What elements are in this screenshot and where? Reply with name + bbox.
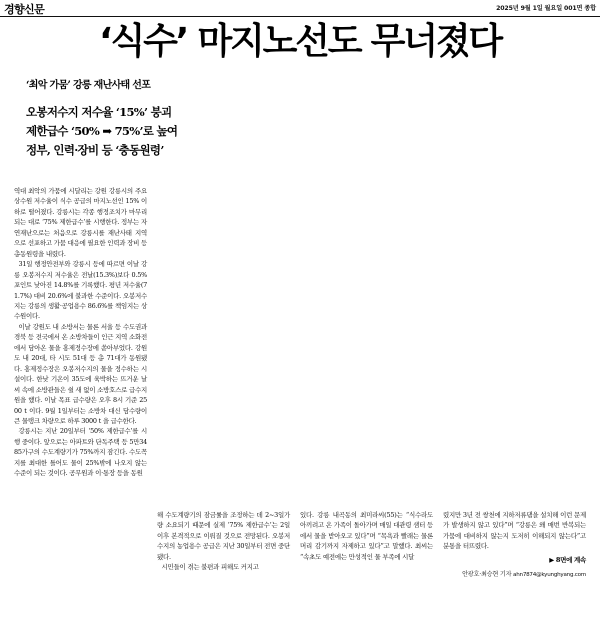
deck-line-1: 오봉저수지 저수율 ‘15%’ 붕괴: [26, 105, 172, 120]
deck-line-2: 제한급수 ‘50% ➡ 75%’로 높여: [26, 123, 178, 138]
masthead-divider: [0, 16, 600, 17]
paragraph: 있다. 강릉 내곡동의 최미라씨(55)는 “식수라도 아끼려고 온 가족이 돌아가며 매일 대관령 샘터 등에서 물을 받아오고 있다”며 “목욕과 빨래는 물론 머리 감기까지 자제하고 있다”고 말했다. 최씨는 “속초도 예전에는 만성적인 물 부족에 시달: [300, 511, 433, 561]
byline: [443, 569, 586, 578]
byline-email[interactable]: ahn7874@kyunghyang.com: [513, 571, 586, 578]
article-column-2: [157, 510, 290, 573]
page-title: ‘식수’ 마지노선도 무너졌다: [99, 21, 501, 62]
continued-on-note[interactable]: ▶ 8면에 계속: [549, 555, 586, 564]
article-body: [0, 186, 600, 617]
paragraph: 이날 강원도 내 소방서는 물론 서울 등 수도권과 경북 등 전국에서 온 소방차들이 인근 지역 소화전에서 담아온 물을 홍제정수장에 쏟아부었다. 강원도 내 20대, 타 시도 51대 등 총 71대가 동원됐다. 홍제정수장은 오봉저수지의 물을 정수하는 시설이다. 한낮 기온이 35도에 육박하는 뜨거운 날씨 속에 소방관들은 쉴 새 없이 소방호스로 급수지원을 했다. 이날 목표 급수량은 오후 8시 기준 2500 t 이다. 9월 1일부터는 소방차 대신 담수량이 큰 물탱크 차량으로 하루 3000 t 을 급수한다.: [14, 322, 147, 425]
paragraph: 시민들이 겪는 불편과 피해도 커지고: [161, 563, 259, 572]
headline-container: [0, 22, 600, 62]
article-column-3: [300, 510, 433, 562]
paragraph: 해 수도계량기의 잠금률을 조정하는 데 2~3일가량 소요되기 때문에 실제 ‘75% 제한급수’는 2일 이후 본격적으로 이뤄질 것으로 전망된다. 오봉저수지의 농업용수 공급은 지난 30일부터 전면 중단됐다.: [157, 511, 290, 561]
article-deck: [26, 103, 600, 159]
issue-date-line: 2025년 9월 1일 월요일 001면 종합: [496, 5, 596, 12]
paragraph: 역대 최악의 가뭄에 시달리는 강원 강릉시의 주요 상수원 저수율이 식수 공급의 마지노선인 15% 이하로 떨어졌다. 강릉시는 각종 행정조치가 마무리되는 대로 ‘75% 제한급수’를 시행한다. 정부는 자연재난으로는 처음으로 강릉시를 재난사태 지역으로 선포하고 가뭄 대응에 필요한 인력과 장비 등 총동원령을 내렸다.: [14, 187, 147, 258]
paragraph: 31일 행정안전부와 강릉시 등에 따르면 이날 강릉 오봉저수지 저수율은 전날(15.3%)보다 0.5%포인트 낮아진 14.8%를 기록했다. 평년 저수율(71.7%) 대비 20.6%에 불과한 수준이다. 오봉저수지는 강릉의 생활·공업용수 86.6%를 책임지는 상수원이다.: [14, 260, 147, 321]
deck-line-3: 정부, 인력·장비 등 ‘충동원령’: [26, 142, 164, 157]
article-column-4: [443, 510, 586, 578]
newspaper-logo[interactable]: 경향신문: [4, 3, 45, 16]
masthead: [0, 0, 600, 16]
article-kicker: ‘최악 가뭄’ 강릉 재난사태 선포: [26, 80, 151, 92]
byline-authors: 안광호·최승현 기자: [462, 570, 512, 578]
paragraph: 렸지만 3년 전 쌍천에 지하저류댐을 설치해 이런 문제가 발생하지 않고 있다”며 “강릉은 왜 매번 반복되는 가뭄에 대비하지 않는지 도저히 이해되지 않는다”고 분통을 터뜨렸다.: [443, 511, 586, 551]
article-column-1: [14, 186, 147, 479]
paragraph: 강릉시는 지난 20일부터 ‘50% 제한급수’를 시행 중이다. 앞으로는 아파트와 단독주택 등 5만3485가구의 수도계량기가 75%까지 잠긴다. 수도꼭지를 최대한 틀어도 물이 25%밖에 나오지 않는 수준이 되는 것이다. 공무원과 이·통장 등을 동원: [14, 427, 147, 478]
